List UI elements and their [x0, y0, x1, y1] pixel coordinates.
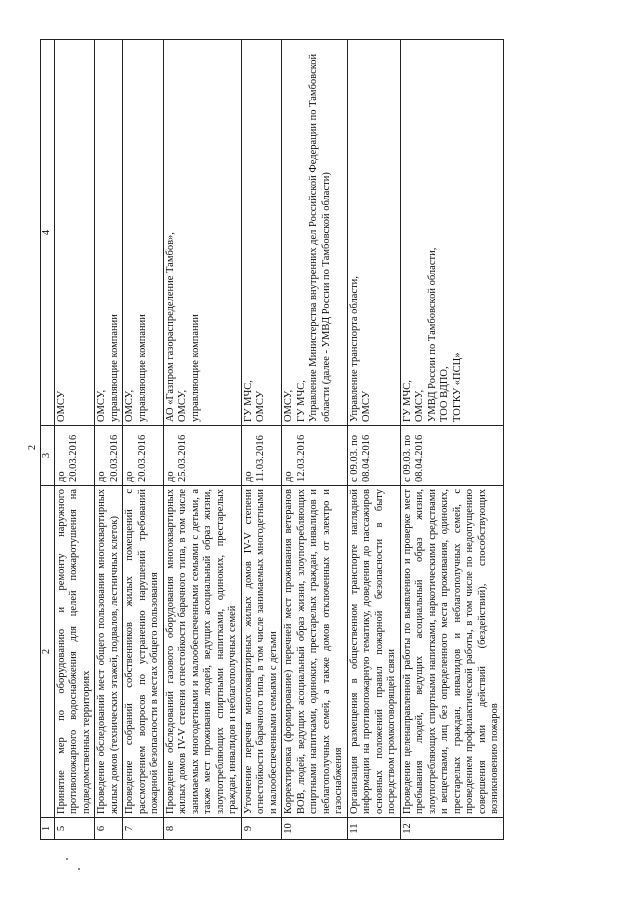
- deadline: до 11.03.2016: [241, 426, 282, 486]
- measure-description: Принятие мер по оборудованию и ремонту наружного противопожарного водоснабжения для целей пожаротушения на подведомственных территориях: [54, 486, 95, 818]
- responsible-party: ОМСУ,: [96, 389, 107, 422]
- table-row: [95, 40, 123, 840]
- table-row: [282, 40, 348, 840]
- table-row: [241, 40, 282, 840]
- page-number: 2: [27, 445, 38, 450]
- responsible-parties: [163, 40, 241, 426]
- deadline: до 20.03.2016: [54, 426, 95, 486]
- responsible-party: ТОО ВДПО,: [439, 366, 450, 422]
- responsible-party: Управление Министерства внутренних дел Российской Федерации по Тамбовской области (далее - УМВД России по Тамбовской области): [308, 53, 332, 422]
- table-row: [347, 40, 400, 840]
- responsible-party: ОМСУ: [255, 390, 266, 422]
- measure-description: Проведение обследований мест общего пользования многоквартирных жилых домов (технических этажей, подвалов, лестничных клеток): [95, 486, 123, 818]
- responsible-party: УМВД России по Тамбовской области,: [426, 247, 438, 422]
- deadline: до 25.03.2016: [163, 426, 241, 486]
- row-number: 11: [347, 818, 400, 840]
- row-number: 9: [241, 818, 282, 840]
- deadline: до 20.03.2016: [95, 426, 123, 486]
- responsible-party: ТОГКУ «ПСЦ»: [451, 352, 463, 422]
- responsible-party: управляющие компании: [136, 314, 148, 422]
- measure-description: Организация размещения в общественном транспорте наглядной информации на противопожарную тематику, доведения до пассажиров основных положений правил пожарной безопасности в быту посредством громкоговорящей связи: [347, 486, 400, 818]
- responsible-party: АО «Газпром газораспределение Тамбов»,: [164, 232, 176, 422]
- deadline: с 09.03. по 08.04.2016: [347, 426, 400, 486]
- responsible-party: Управление транспорта области,: [348, 276, 360, 422]
- responsible-party: ГУ МЧС,: [242, 380, 254, 422]
- measures-table: [40, 39, 504, 840]
- row-number: 6: [95, 818, 123, 840]
- deadline: до 12.03.2016: [282, 426, 348, 486]
- responsible-party: ОМСУ: [361, 390, 372, 422]
- responsible-party: управляющие компании: [108, 314, 120, 422]
- row-number: 12: [400, 818, 503, 840]
- measure-description: Уточнение перечня многоквартирных жилых домов IV-V степени огнестойкости барачного типа, в том числе занимаемых многодетными и малообеспеченными семьями с детьми: [241, 486, 282, 818]
- responsible-party: ОМСУ,: [283, 389, 294, 422]
- row-number: 8: [163, 818, 241, 840]
- header-col-1: 1: [41, 818, 55, 840]
- table-row: [163, 40, 241, 840]
- measure-description: Корректировка (формирование) перечней мест проживания ветеранов ВОВ, людей, ведущих асоциальный образ жизни, злоупотребляющих спиртными напитками, одиноких, престарелых граждан, инвалидов и неблагополучных семей, а также домов отключенных от электро и газоснабжения: [282, 486, 348, 818]
- deadline: с 09.03. по 08.04.2016: [400, 426, 503, 486]
- responsible-party: ОМСУ,: [414, 389, 425, 422]
- responsible-parties: [400, 40, 503, 426]
- rotated-page-content: [40, 40, 602, 840]
- measure-description: Проведение собраний собственников жилых помещений с рассмотрением вопросов по устранению нарушений требований пожарной безопасности в местах общего пользования: [123, 486, 164, 818]
- responsible-parties: [54, 40, 95, 426]
- measure-description: Проведение обследований газового оборудования многоквартирных жилых домов IV-V степени огнестойкости барачного типа, в том числе занимаемых многодетными и малообеспеченными семьями с детьми, а также мест проживания людей, ведущих асоциальный образ жизни, злоупотребляющих спиртными напитками, одиноких, престарелых граждан, инвалидов и неблагополучных семей: [163, 486, 241, 818]
- table-header-row: [41, 40, 55, 840]
- header-col-2: 2: [41, 486, 55, 818]
- responsible-parties: [282, 40, 348, 426]
- table-row: [400, 40, 503, 840]
- table-row: [123, 40, 164, 840]
- responsible-party: ОМСУ: [55, 390, 67, 422]
- responsible-parties: [123, 40, 164, 426]
- header-col-4: 4: [41, 40, 55, 426]
- responsible-party: ГУ МЧС,: [295, 380, 307, 422]
- speck-mark: [66, 858, 68, 860]
- deadline: до 20.03.2016: [123, 426, 164, 486]
- header-col-3: 3: [41, 426, 55, 486]
- responsible-party: ГУ МЧС,: [401, 380, 413, 422]
- row-number: 10: [282, 818, 348, 840]
- responsible-party: ОМСУ,: [124, 389, 135, 422]
- responsible-parties: [241, 40, 282, 426]
- row-number: 5: [54, 818, 95, 840]
- table-body: [54, 40, 503, 840]
- responsible-party: управляющие компании: [189, 314, 201, 422]
- speck-mark: [78, 868, 80, 870]
- responsible-party: ОМСУ,: [177, 389, 188, 422]
- row-number: 7: [123, 818, 164, 840]
- responsible-parties: [95, 40, 123, 426]
- table-row: [54, 40, 95, 840]
- measure-description: Проведение целенаправленной работы по выявлению и проверке мест пребывания людей, ведущих асоциальный образ жизни, злоупотребляющих спиртными напитками, наркотическими средствами и веществами, лиц без определенного места проживания, одиноких, престарелых граждан, инвалидов и неблагополучных семей, с проведением профилактической работы, в том числе по недопущению совершения ими действий (бездействий), способствующих возникновению пожаров: [400, 486, 503, 818]
- responsible-parties: [347, 40, 400, 426]
